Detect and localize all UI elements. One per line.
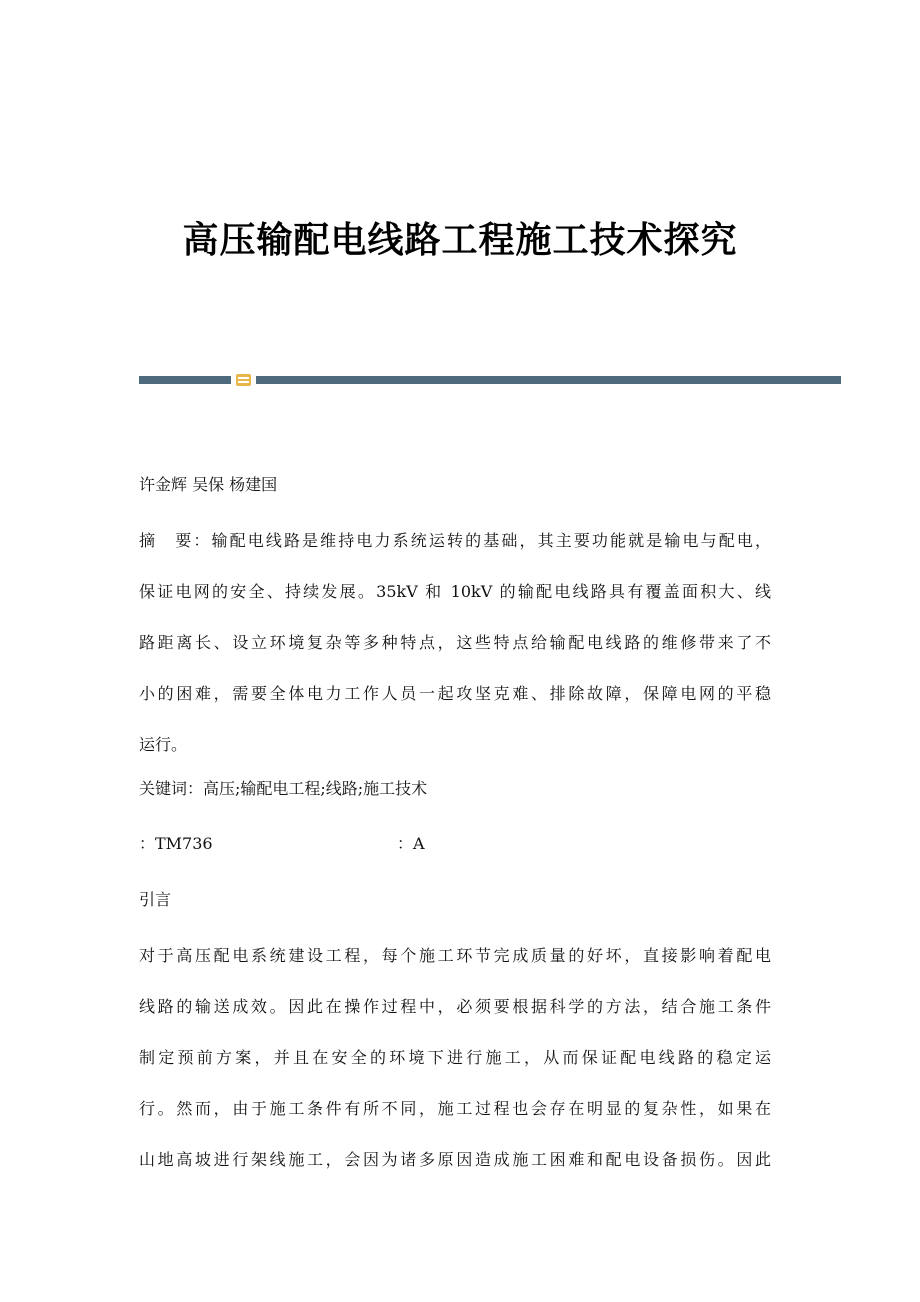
- intro-line: 对于高压配电系统建设工程，每个施工环节完成质量的好坏，直接影响着配电: [139, 946, 771, 965]
- intro-line: 山地高坡进行架线施工，会因为诸多原因造成施工困难和配电设备损伤。因此: [139, 1150, 771, 1169]
- author-list: 许金辉 吴保 杨建国: [139, 475, 278, 494]
- document-code: ：A: [397, 834, 425, 853]
- divider-emblem-icon: [236, 374, 251, 386]
- keywords: 关键词：高压;输配电工程;线路;施工技术: [139, 779, 428, 798]
- intro-line: 行。然而，由于施工条件有所不同，施工过程也会存在明显的复杂性，如果在: [139, 1099, 771, 1118]
- section-heading: 引言: [139, 890, 172, 909]
- title-divider: [139, 374, 841, 386]
- intro-line: 线路的输送成效。因此在操作过程中，必须要根据科学的方法，结合施工条件: [139, 997, 771, 1016]
- classification-row: [139, 831, 771, 857]
- abstract-line: 小的困难，需要全体电力工作人员一起攻坚克难、排除故障，保障电网的平稳: [139, 684, 771, 703]
- divider-bar-right: [256, 376, 841, 384]
- abstract-line: 运行。: [139, 735, 188, 754]
- document-title: 高压输配电线路工程施工技术探究: [182, 219, 738, 261]
- clc-number: ：TM736: [139, 834, 213, 853]
- abstract-line: 保证电网的安全、持续发展。35kV 和 10kV 的输配电线路具有覆盖面积大、线: [139, 582, 771, 601]
- abstract: [139, 515, 771, 770]
- intro-paragraph: [139, 930, 771, 1185]
- abstract-line: 摘 要：输配电线路是维持电力系统运转的基础，其主要功能就是输电与配电，: [139, 531, 771, 550]
- divider-bar-left: [139, 376, 231, 384]
- abstract-line: 路距离长、设立环境复杂等多种特点，这些特点给输配电线路的维修带来了不: [139, 633, 771, 652]
- intro-line: 制定预前方案，并且在安全的环境下进行施工，从而保证配电线路的稳定运: [139, 1048, 771, 1067]
